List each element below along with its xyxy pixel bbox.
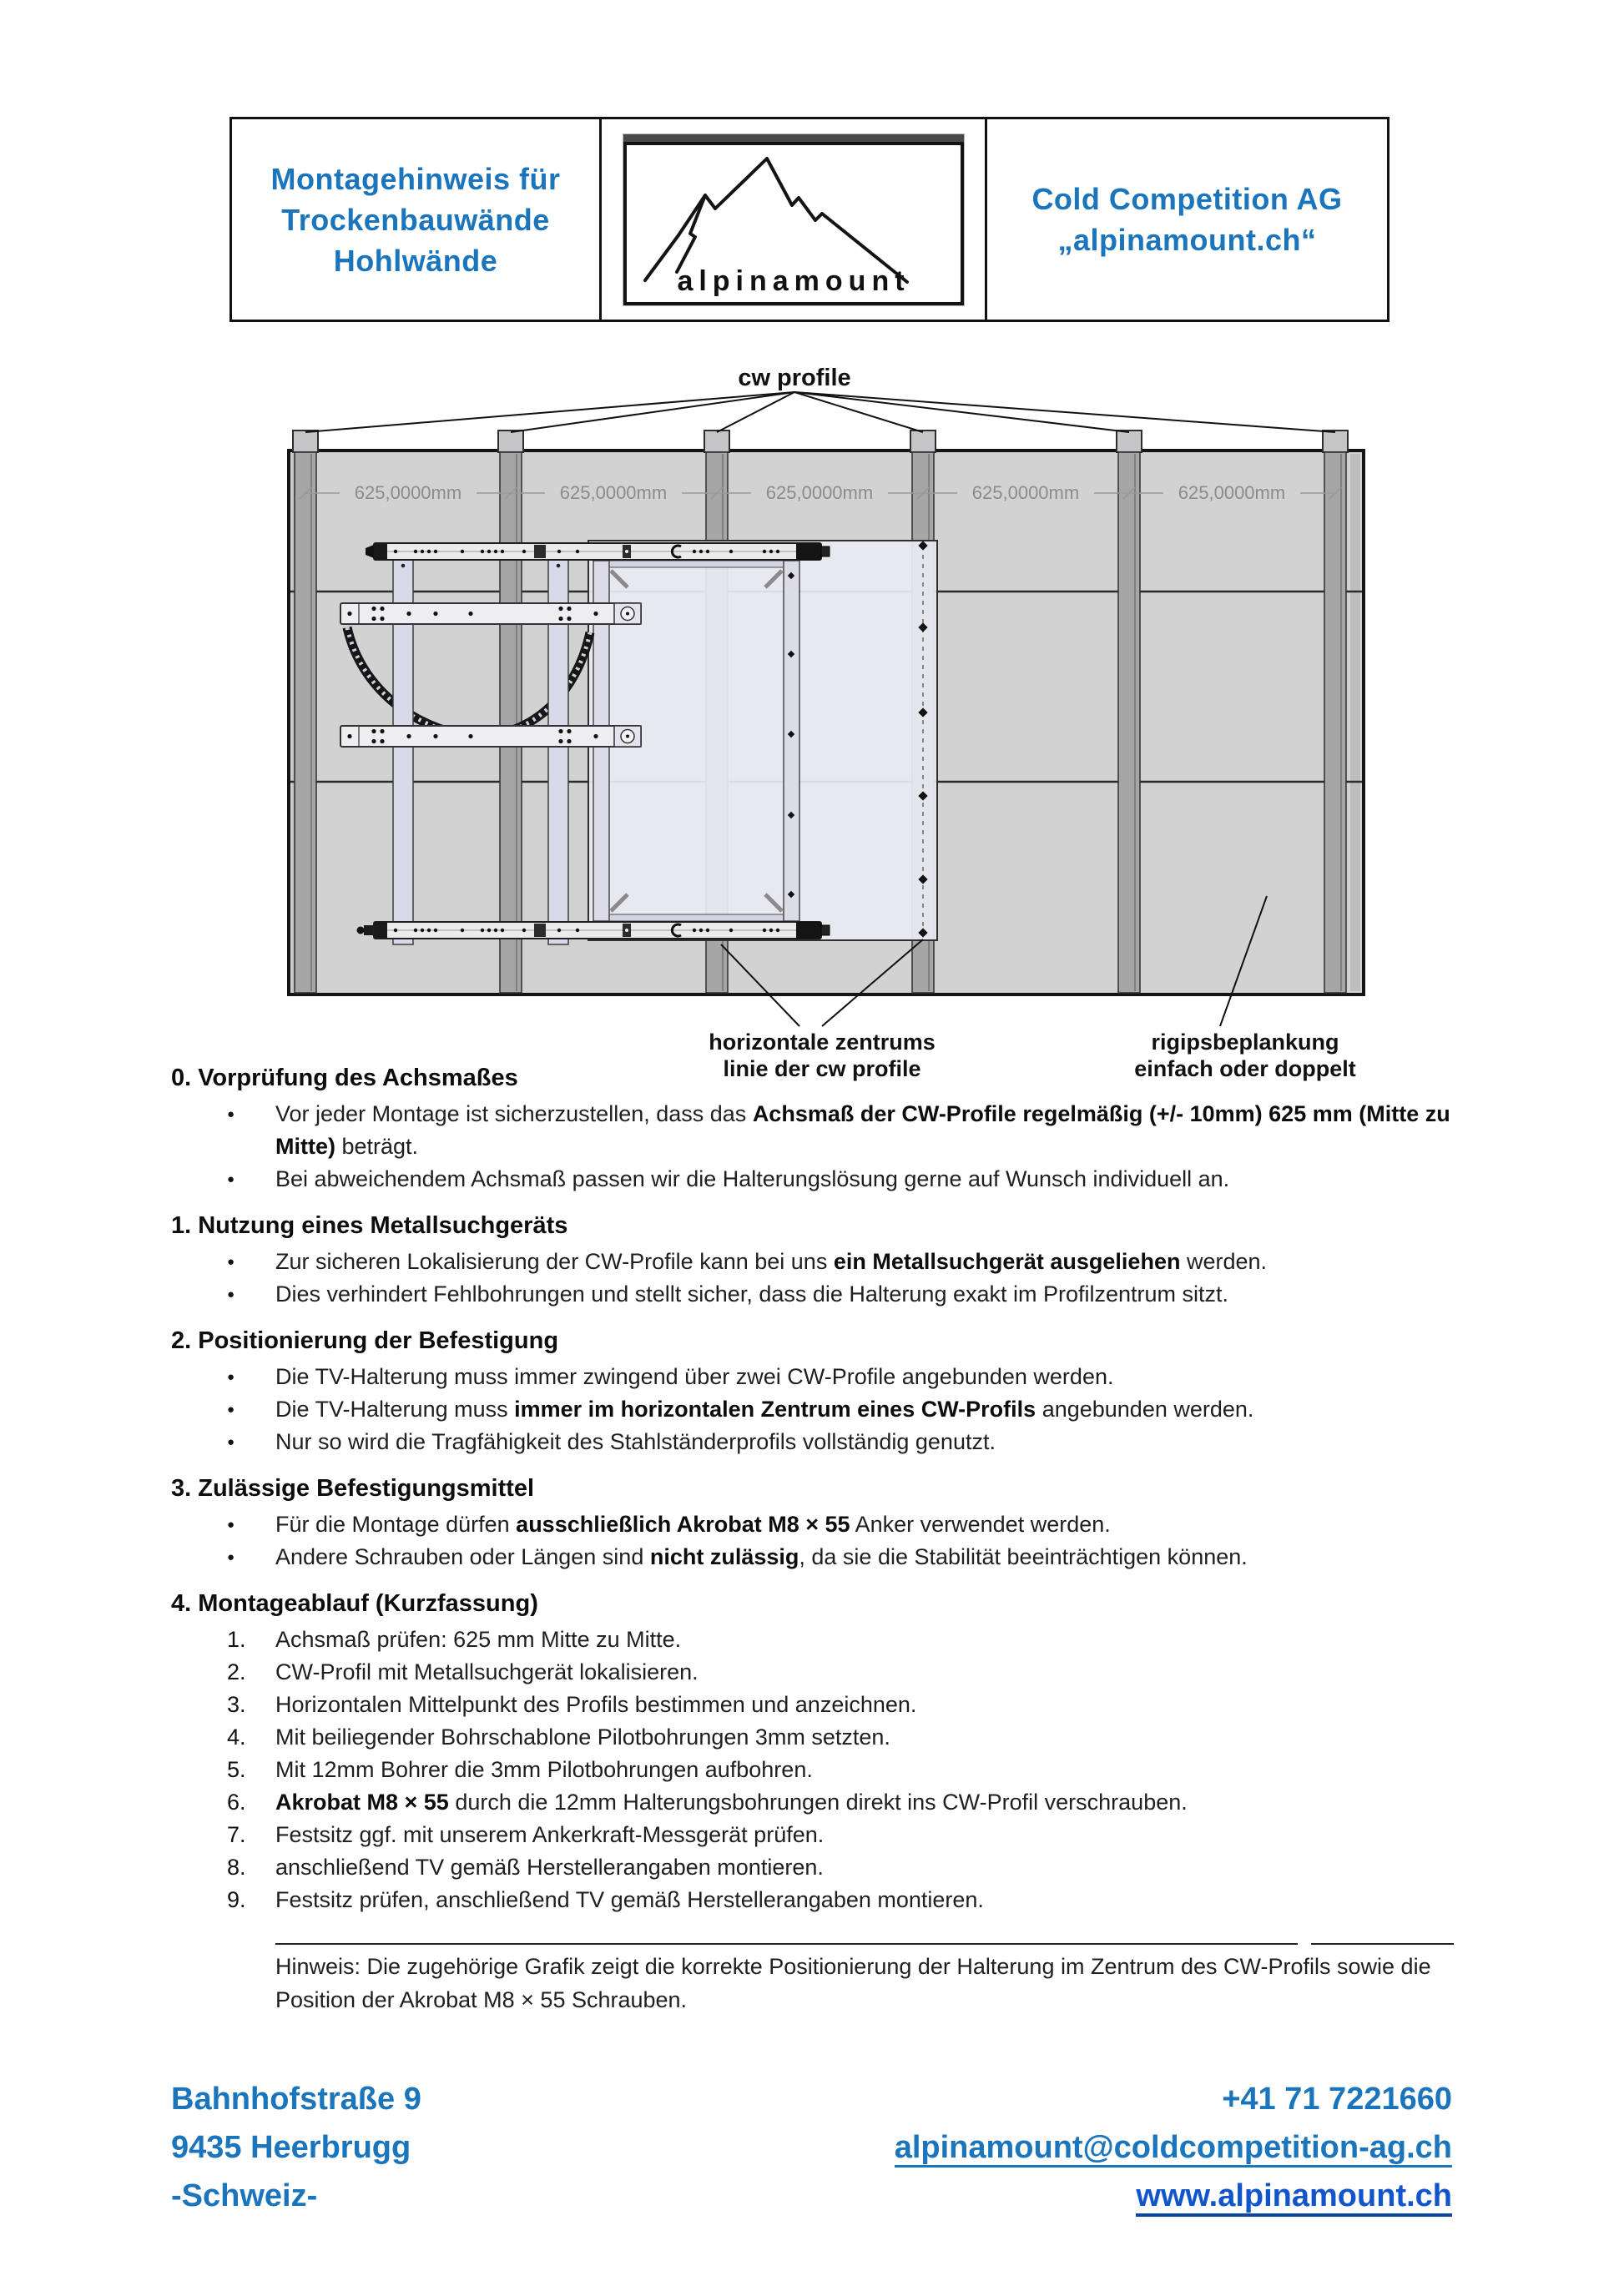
item-text: CW-Profil mit Metallsuchgerät lokalisieren. — [275, 1659, 699, 1684]
logo-frame — [623, 142, 964, 305]
item-number: 3. — [227, 1692, 246, 1717]
item-text: Die TV-Halterung muss immer zwingend über zwei CW-Profile angebunden werden. — [275, 1364, 1114, 1389]
item-text: Horizontalen Mittelpunkt des Profils bestimmen und anzeichnen. — [275, 1692, 917, 1717]
section-title: 0. Vorprüfung des Achsmaßes — [171, 1065, 518, 1091]
mount-hole-bar-lower — [340, 726, 641, 747]
item-number: 8. — [227, 1855, 246, 1880]
note-block — [275, 1928, 1454, 2017]
company-domain: „alpinamount.ch“ — [1057, 223, 1317, 257]
bullet-marker: ● — [227, 1107, 235, 1121]
cw-profile-callout — [305, 365, 1335, 432]
numbered-item — [171, 1819, 1454, 1851]
address-line: -Schweiz- — [171, 2178, 318, 2213]
bullet-marker: ● — [227, 1518, 235, 1532]
item-number: 5. — [227, 1757, 246, 1782]
item-number: 6. — [227, 1790, 246, 1815]
section — [171, 1587, 1454, 1916]
bullet-item — [171, 1361, 1454, 1393]
website-link[interactable]: www.alpinamount.ch — [1136, 2178, 1452, 2217]
logo-top-bar — [623, 134, 964, 142]
bullet-marker: ● — [227, 1402, 235, 1417]
instructions — [171, 1061, 1454, 2017]
footer-address — [171, 2075, 421, 2220]
cladding-label: einfach oder doppelt — [1134, 1056, 1356, 1081]
item-text: Achsmaß prüfen: 625 mm Mitte zu Mitte. — [275, 1627, 682, 1652]
numbered-item — [171, 1786, 1454, 1819]
item-text: Mit 12mm Bohrer die 3mm Pilotbohrungen aufbohren. — [275, 1757, 813, 1782]
mountain-icon — [627, 145, 961, 302]
item-text: Andere Schrauben oder Längen sind nicht zulässig, da sie die Stabilität beeinträchtigen können. — [275, 1544, 1248, 1569]
center-line-label: horizontale zentrums — [709, 1030, 936, 1055]
bullet-marker: ● — [227, 1287, 235, 1302]
numbered-item — [171, 1884, 1454, 1916]
numbered-item — [171, 1624, 1454, 1656]
note-text: Hinweis: Die zugehörige Grafik zeigt die korrekte Positionierung der Halterung im Zentrum des CW-Profils sowie die Position der Akrobat M8 × 55 Schrauben. — [275, 1954, 1431, 2012]
header-title-cell — [232, 119, 602, 320]
mount-hole-bar-upper — [340, 603, 641, 624]
bullet-marker: ● — [227, 1370, 235, 1384]
footer-contact — [895, 2075, 1452, 2220]
item-number: 4. — [227, 1725, 246, 1750]
dimension-label: 625,0000mm — [765, 482, 874, 503]
item-text: Akrobat M8 × 55 durch die 12mm Halterungsbohrungen direkt ins CW-Profil verschrauben. — [275, 1790, 1188, 1815]
sections-container — [171, 1061, 1454, 1916]
item-text: Vor jeder Montage ist sicherzustellen, dass das Achsmaß der CW-Profile regelmäßig (+/- 10mm) 625 mm (Mitte zu Mitte) beträgt. — [275, 1101, 1450, 1159]
bullet-item — [171, 1278, 1454, 1311]
item-text: Mit beiliegender Bohrschablone Pilotbohrungen 3mm setzten. — [275, 1725, 890, 1750]
section-title: 2. Positionierung der Befestigung — [171, 1327, 559, 1354]
bullet-marker: ● — [227, 1172, 235, 1186]
bullet-item — [171, 1508, 1454, 1541]
bullet-item — [171, 1163, 1454, 1196]
item-text: Dies verhindert Fehlbohrungen und stellt sicher, dass die Halterung exakt im Profilzentrum sitzt. — [275, 1281, 1229, 1307]
section — [171, 1209, 1454, 1311]
bullet-item — [171, 1098, 1454, 1163]
wall-mount-diagram — [284, 360, 1369, 1095]
item-text: Für die Montage dürfen ausschließlich Akrobat M8 × 55 Anker verwendet werden. — [275, 1512, 1111, 1537]
item-text: Die TV-Halterung muss immer im horizontalen Zentrum eines CW-Profils angebunden werden. — [275, 1397, 1254, 1422]
item-number: 2. — [227, 1659, 246, 1684]
numbered-item — [171, 1754, 1454, 1786]
address-line: 9435 Heerbrugg — [171, 2130, 411, 2165]
item-text: anschließend TV gemäß Herstellerangaben montieren. — [275, 1855, 824, 1880]
section-title: 4. Montageablauf (Kurzfassung) — [171, 1590, 538, 1617]
dimension-label: 625,0000mm — [354, 482, 462, 503]
cw-profile-label: cw profile — [738, 365, 851, 391]
alpinamount-logo — [623, 133, 965, 306]
dimension-label: 625,0000mm — [1178, 482, 1286, 503]
telescopic-rail-bottom — [357, 922, 830, 939]
section — [171, 1472, 1454, 1573]
header-logo-cell — [602, 119, 987, 320]
separator-line — [275, 1928, 1454, 1945]
section-title: 3. Zulässige Befestigungsmittel — [171, 1475, 535, 1502]
item-number: 7. — [227, 1822, 246, 1847]
telescopic-rail-top — [366, 543, 830, 560]
item-number: 9. — [227, 1887, 246, 1912]
item-text: Festsitz ggf. mit unserem Ankerkraft-Messgerät prüfen. — [275, 1822, 825, 1847]
bullet-item — [171, 1426, 1454, 1458]
item-text: Nur so wird die Tragfähigkeit des Stahlständerprofils vollständig genutzt. — [275, 1429, 996, 1454]
bullet-marker: ● — [227, 1255, 235, 1269]
bullet-item — [171, 1393, 1454, 1426]
item-number: 1. — [227, 1627, 246, 1652]
header — [229, 117, 1389, 322]
logo-wordmark: alpinamount — [676, 264, 910, 297]
email-link[interactable]: alpinamount@coldcompetition-ag.ch — [895, 2130, 1452, 2168]
bullet-item — [171, 1541, 1454, 1573]
bullet-marker: ● — [227, 1435, 235, 1449]
numbered-item — [171, 1851, 1454, 1884]
item-text: Bei abweichendem Achsmaß passen wir die Halterungslösung gerne auf Wunsch individuell an. — [275, 1166, 1230, 1191]
section — [171, 1061, 1454, 1196]
item-text: Zur sicheren Lokalisierung der CW-Profile kann bei uns ein Metallsuchgerät ausgeliehen werden. — [275, 1249, 1268, 1274]
phone-number: +41 71 7221660 — [1222, 2082, 1452, 2117]
numbered-item — [171, 1656, 1454, 1689]
section-title: 1. Nutzung eines Metallsuchgeräts — [171, 1212, 568, 1239]
dimension-label: 625,0000mm — [971, 482, 1080, 503]
bullet-marker: ● — [227, 1550, 235, 1564]
numbered-item — [171, 1689, 1454, 1721]
address-line: Bahnhofstraße 9 — [171, 2082, 421, 2117]
bullet-item — [171, 1246, 1454, 1278]
company-name: Cold Competition AG — [1031, 182, 1343, 216]
center-line-label: linie der cw profile — [723, 1056, 921, 1081]
section — [171, 1324, 1454, 1458]
doc-title-line: Montagehinweis für — [270, 161, 561, 196]
cladding-label: rigipsbeplankung — [1151, 1030, 1339, 1055]
header-company-cell — [987, 119, 1387, 320]
item-text: Festsitz prüfen, anschließend TV gemäß Herstellerangaben montieren. — [275, 1887, 984, 1912]
doc-title-line: Trockenbauwände — [281, 202, 550, 237]
doc-title-line: Hohlwände — [333, 243, 498, 278]
numbered-item — [171, 1721, 1454, 1754]
dimension-line — [300, 482, 1341, 504]
dimension-label: 625,0000mm — [559, 482, 668, 503]
